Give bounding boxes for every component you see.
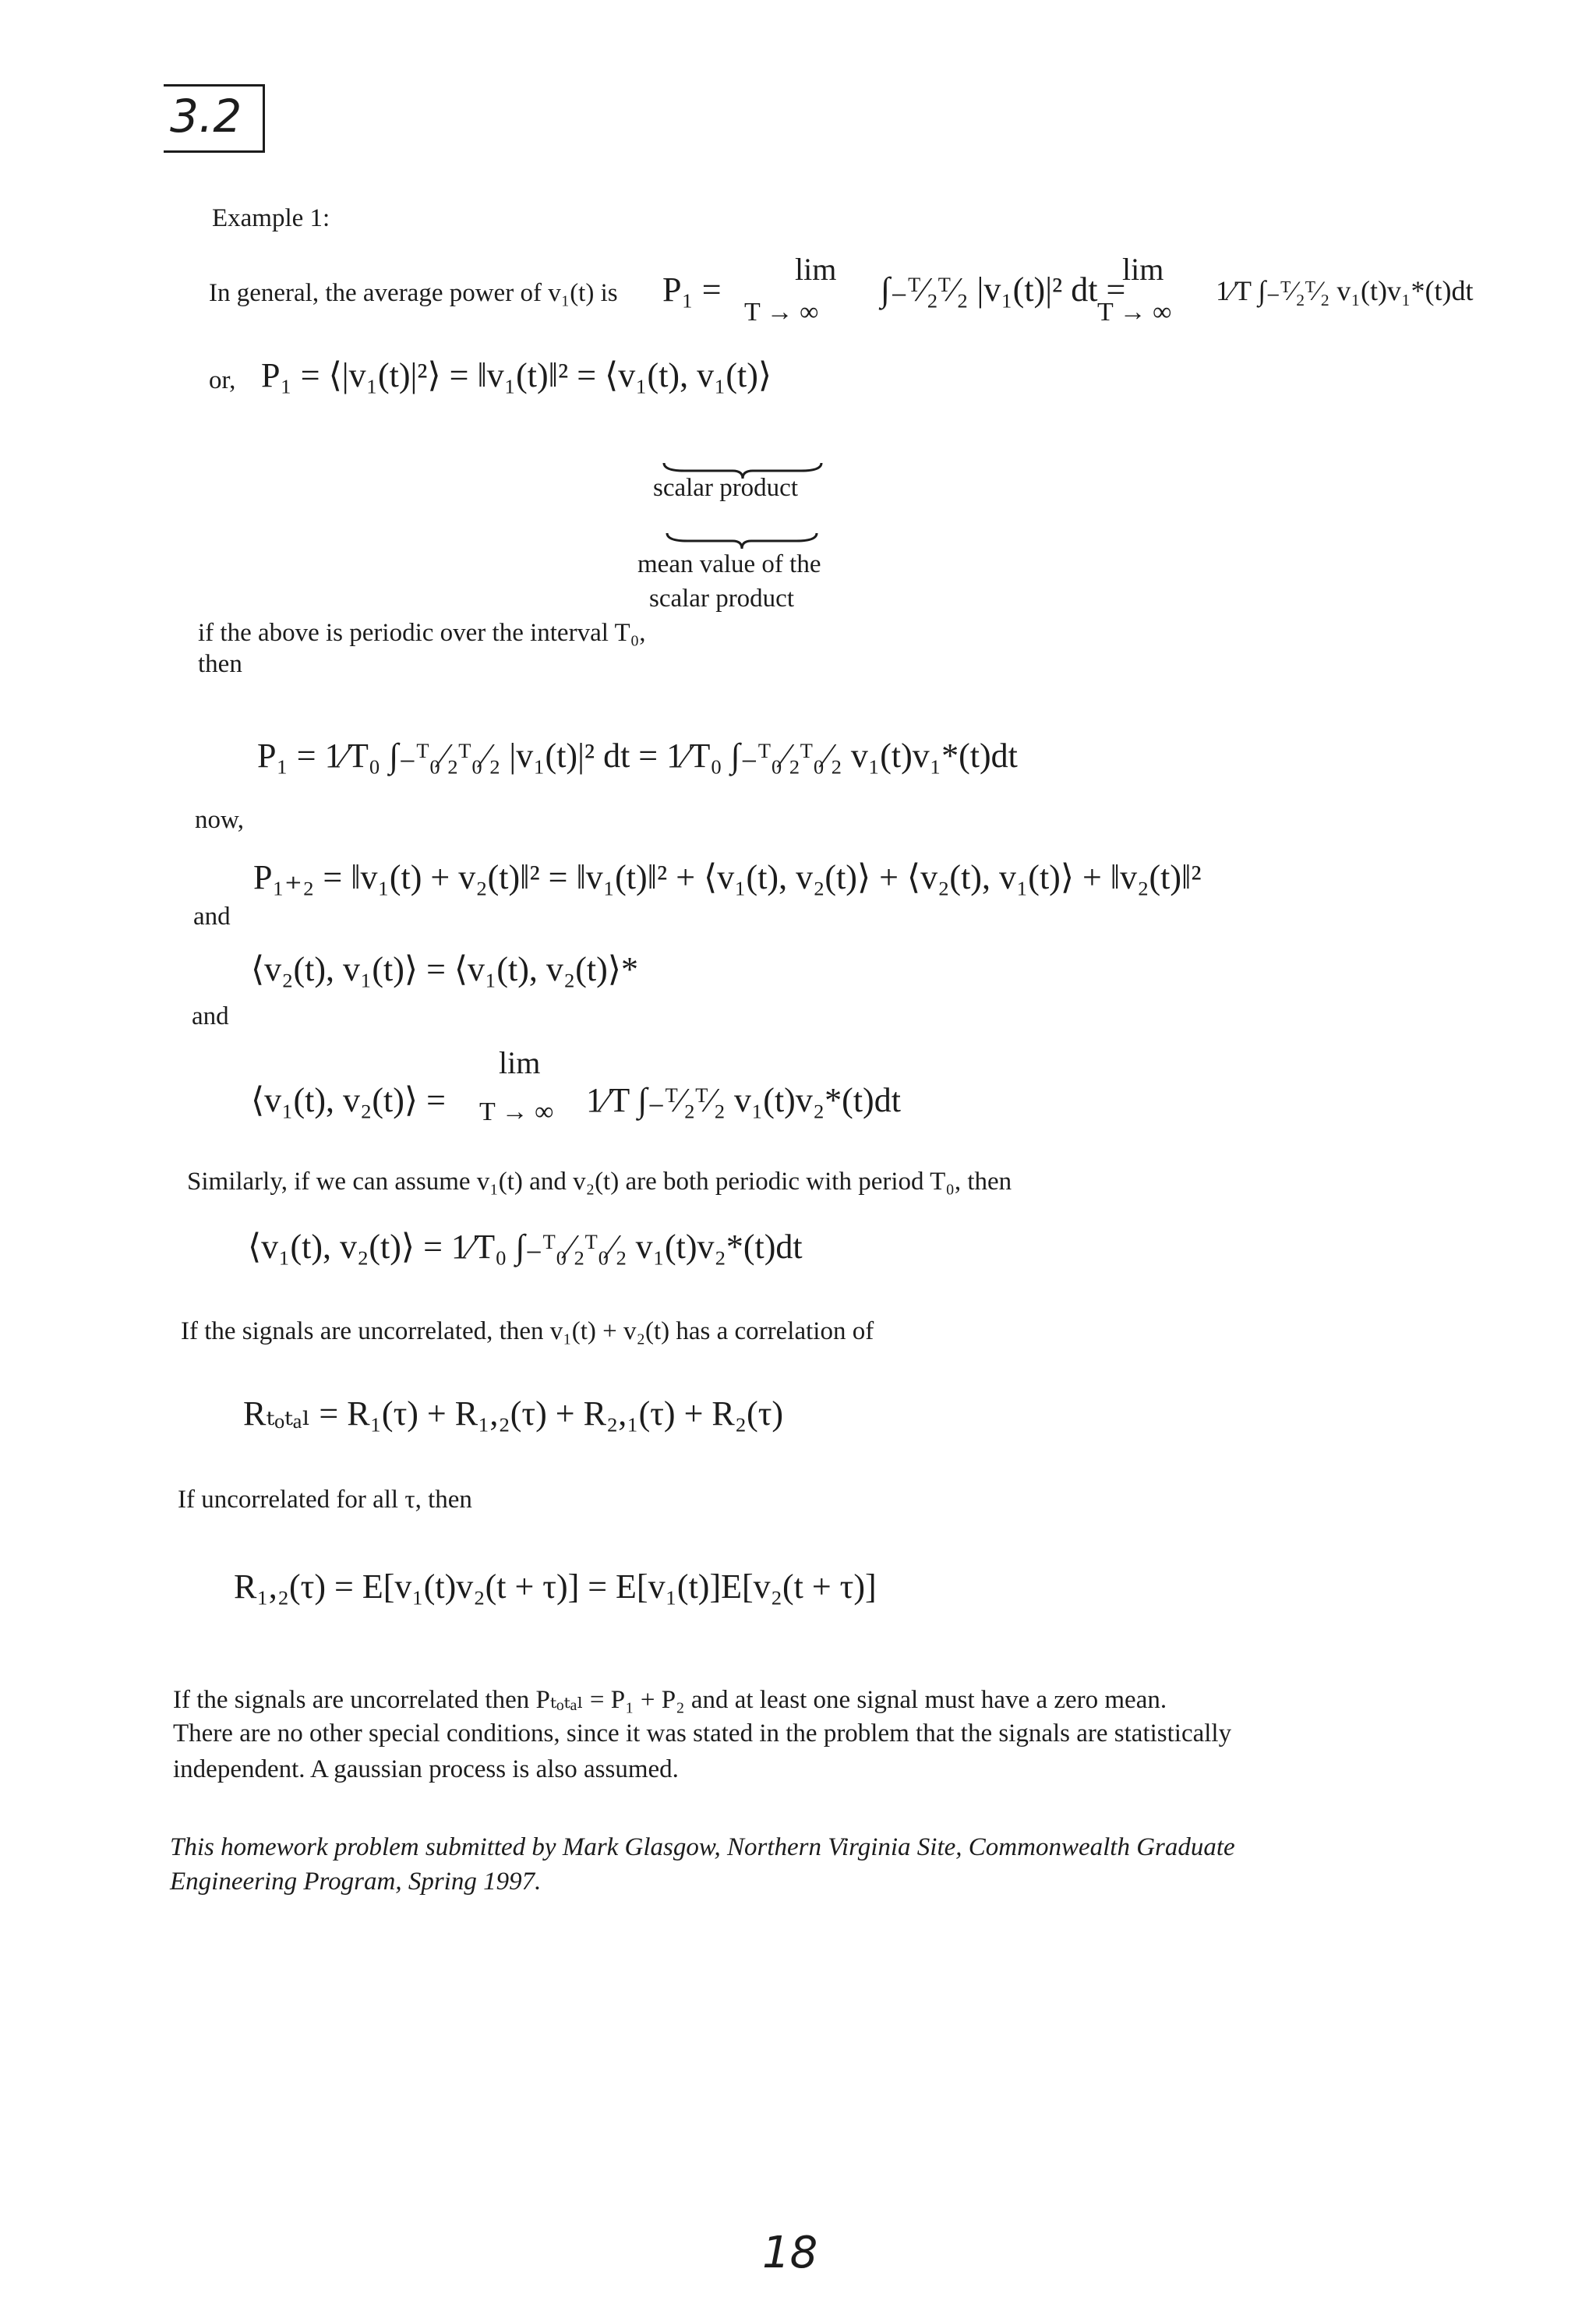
average-power-text: In general, the average power of v₁(t) is bbox=[209, 279, 618, 307]
label-mean-value-1: mean value of the bbox=[637, 550, 821, 578]
eq-p12: P₁₊₂ = ‖v₁(t) + v₂(t)‖² = ‖v₁(t)‖² + ⟨v₁(t), v₂(t)⟩ + ⟨v₂(t), v₁(t)⟩ + ‖v₂(t)‖² bbox=[253, 858, 1202, 896]
periodic-text-2: then bbox=[198, 650, 242, 678]
lim-a: lim bbox=[795, 252, 837, 287]
eq-conjugate: ⟨v₂(t), v₁(t)⟩ = ⟨v₁(t), v₂(t)⟩* bbox=[251, 950, 638, 988]
and-label-1: and bbox=[193, 903, 231, 931]
conclusion-line-3: independent. A gaussian process is also assumed. bbox=[173, 1755, 679, 1783]
eq-r-total: Rₜₒₜₐₗ = R₁(τ) + R₁,₂(τ) + R₂,₁(τ) + R₂(τ) bbox=[243, 1394, 784, 1433]
lim-b: lim bbox=[1122, 252, 1164, 287]
eq-r12: R₁,₂(τ) = E[v₁(t)v₂(t + τ)] = E[v₁(t)]E[v₂(t + τ)] bbox=[234, 1567, 877, 1606]
eq-p1-lhs: P₁ = bbox=[662, 270, 722, 309]
lim-a-sub: T → ∞ bbox=[744, 298, 819, 327]
or-label: or, bbox=[209, 366, 236, 394]
section-number-box bbox=[164, 84, 265, 153]
eq-p1-norms: P₁ = ⟨|v₁(t)|²⟩ = ‖v₁(t)‖² = ⟨v₁(t), v₁(t)⟩ bbox=[261, 356, 772, 394]
conclusion-line-2: There are no other special conditions, since it was stated in the problem that the signals are statistically bbox=[173, 1719, 1232, 1747]
eq-inner-periodic: ⟨v₁(t), v₂(t)⟩ = 1⁄T₀ ∫₋ᵀ₀⁄₂ᵀ₀⁄₂ v₁(t)v₂*(t)dt bbox=[248, 1228, 803, 1266]
eq-inner-lhs: ⟨v₁(t), v₂(t)⟩ = bbox=[251, 1081, 446, 1119]
eq-inner-rhs: 1⁄T ∫₋ᵀ⁄₂ᵀ⁄₂ v₁(t)v₂*(t)dt bbox=[586, 1081, 901, 1119]
uncorrelated-all-text: If uncorrelated for all τ, then bbox=[178, 1486, 472, 1514]
lim-inner-sub: T → ∞ bbox=[479, 1097, 554, 1126]
eq-p1-integral-a: ∫₋ᵀ⁄₂ᵀ⁄₂ |v₁(t)|² dt = bbox=[881, 270, 1126, 309]
eq-p1-periodic: P₁ = 1⁄T₀ ∫₋ᵀ₀⁄₂ᵀ₀⁄₂ |v₁(t)|² dt = 1⁄T₀ ∫₋ᵀ₀⁄₂ᵀ₀⁄₂ v₁(t)v₁*(t)dt bbox=[257, 737, 1018, 775]
section-number: 3.2 bbox=[170, 90, 242, 143]
now-label: now, bbox=[195, 806, 244, 834]
lim-b-sub: T → ∞ bbox=[1097, 298, 1172, 327]
and-label-2: and bbox=[192, 1002, 229, 1030]
label-scalar-product: scalar product bbox=[653, 474, 798, 502]
credit-line-2: Engineering Program, Spring 1997. bbox=[170, 1868, 542, 1896]
periodic-text-1: if the above is periodic over the interval T₀, bbox=[198, 619, 646, 647]
credit-line-1: This homework problem submitted by Mark Glasgow, Northern Virginia Site, Commonwealth Graduate bbox=[170, 1833, 1235, 1861]
brace-mean-value bbox=[664, 530, 820, 550]
example-title: Example 1: bbox=[212, 204, 330, 232]
lim-inner: lim bbox=[499, 1045, 541, 1080]
uncorrelated-text: If the signals are uncorrelated, then v₁(t) + v₂(t) has a correlation of bbox=[181, 1317, 874, 1345]
page-number: 18 bbox=[762, 2228, 818, 2278]
label-mean-value-2: scalar product bbox=[649, 585, 794, 613]
eq-p1-integral-b: 1⁄T ∫₋ᵀ⁄₂ᵀ⁄₂ v₁(t)v₁*(t)dt bbox=[1216, 275, 1474, 306]
similarly-text: Similarly, if we can assume v₁(t) and v₂(t) are both periodic with period T₀, then bbox=[187, 1168, 1012, 1196]
conclusion-line-1: If the signals are uncorrelated then Pₜₒₜₐₗ = P₁ + P₂ and at least one signal must have a zero mean. bbox=[173, 1686, 1167, 1714]
